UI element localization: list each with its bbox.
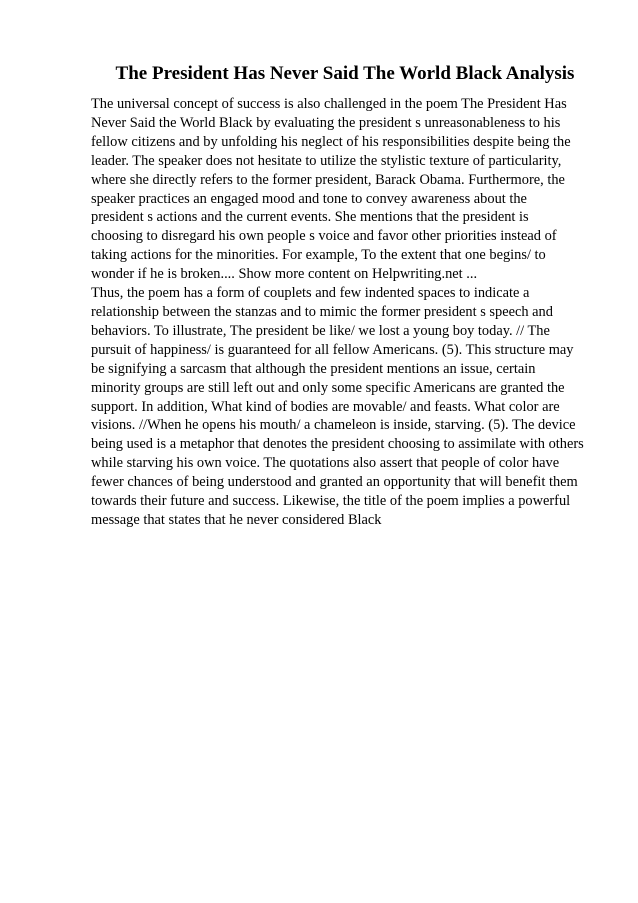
text-line: president s actions and the current events. She mentions that the president is (91, 209, 529, 226)
text-line: relationship between the stanzas and to mimic the former president s speech and (91, 303, 553, 320)
text-line: fellow citizens and by unfolding his neglect of his responsibilities despite being the (91, 133, 571, 150)
text-line: where she directly refers to the former president, Barack Obama. Furthermore, the (91, 171, 565, 188)
text-line: wonder if he is broken.... Show more content on Helpwriting.net ... (91, 266, 478, 283)
text-line: minority groups are still left out and only some specific Americans are granted the (91, 379, 565, 396)
text-line: support. In addition, What kind of bodies are movable/ and feasts. What color are (91, 398, 560, 415)
document-title: The President Has Never Said The World Black Analysis (115, 63, 575, 84)
text-line: speaker practices an engaged mood and tone to convey awareness about the (91, 190, 527, 207)
text-line: taking actions for the minorities. For example, To the extent that one begins/ to (91, 247, 546, 264)
text-line: Never Said the World Black by evaluating the president s unreasonableness to his (91, 114, 561, 131)
text-line: Thus, the poem has a form of couplets and few indented spaces to indicate a (91, 285, 530, 302)
text-line: message that states that he never considered Black (91, 511, 382, 528)
text-line: choosing to disregard his own people s voice and favor other priorities instead of (91, 228, 557, 245)
text-line: leader. The speaker does not hesitate to utilize the stylistic texture of particularity, (91, 152, 562, 169)
text-line: while starving his own voice. The quotations also assert that people of color have (91, 455, 560, 472)
text-line: pursuit of happiness/ is guaranteed for all fellow Americans. (5). This structure may (91, 341, 574, 358)
document-body (91, 95, 611, 530)
text-line: behaviors. To illustrate, The president be like/ we lost a young boy today. // The (91, 322, 550, 339)
text-line: fewer chances of being understood and granted an opportunity that will benefit them (91, 474, 578, 491)
text-line: be signifying a sarcasm that although the president mentions an issue, certain (91, 360, 536, 377)
text-line: towards their future and success. Likewise, the title of the poem implies a powerful (91, 493, 571, 510)
text-line: The universal concept of success is also challenged in the poem The President Has (91, 96, 567, 112)
text-line: being used is a metaphor that denotes the president choosing to assimilate with others (91, 436, 584, 453)
text-line: visions. //When he opens his mouth/ a chameleon is inside, starving. (5). The device (91, 417, 576, 434)
